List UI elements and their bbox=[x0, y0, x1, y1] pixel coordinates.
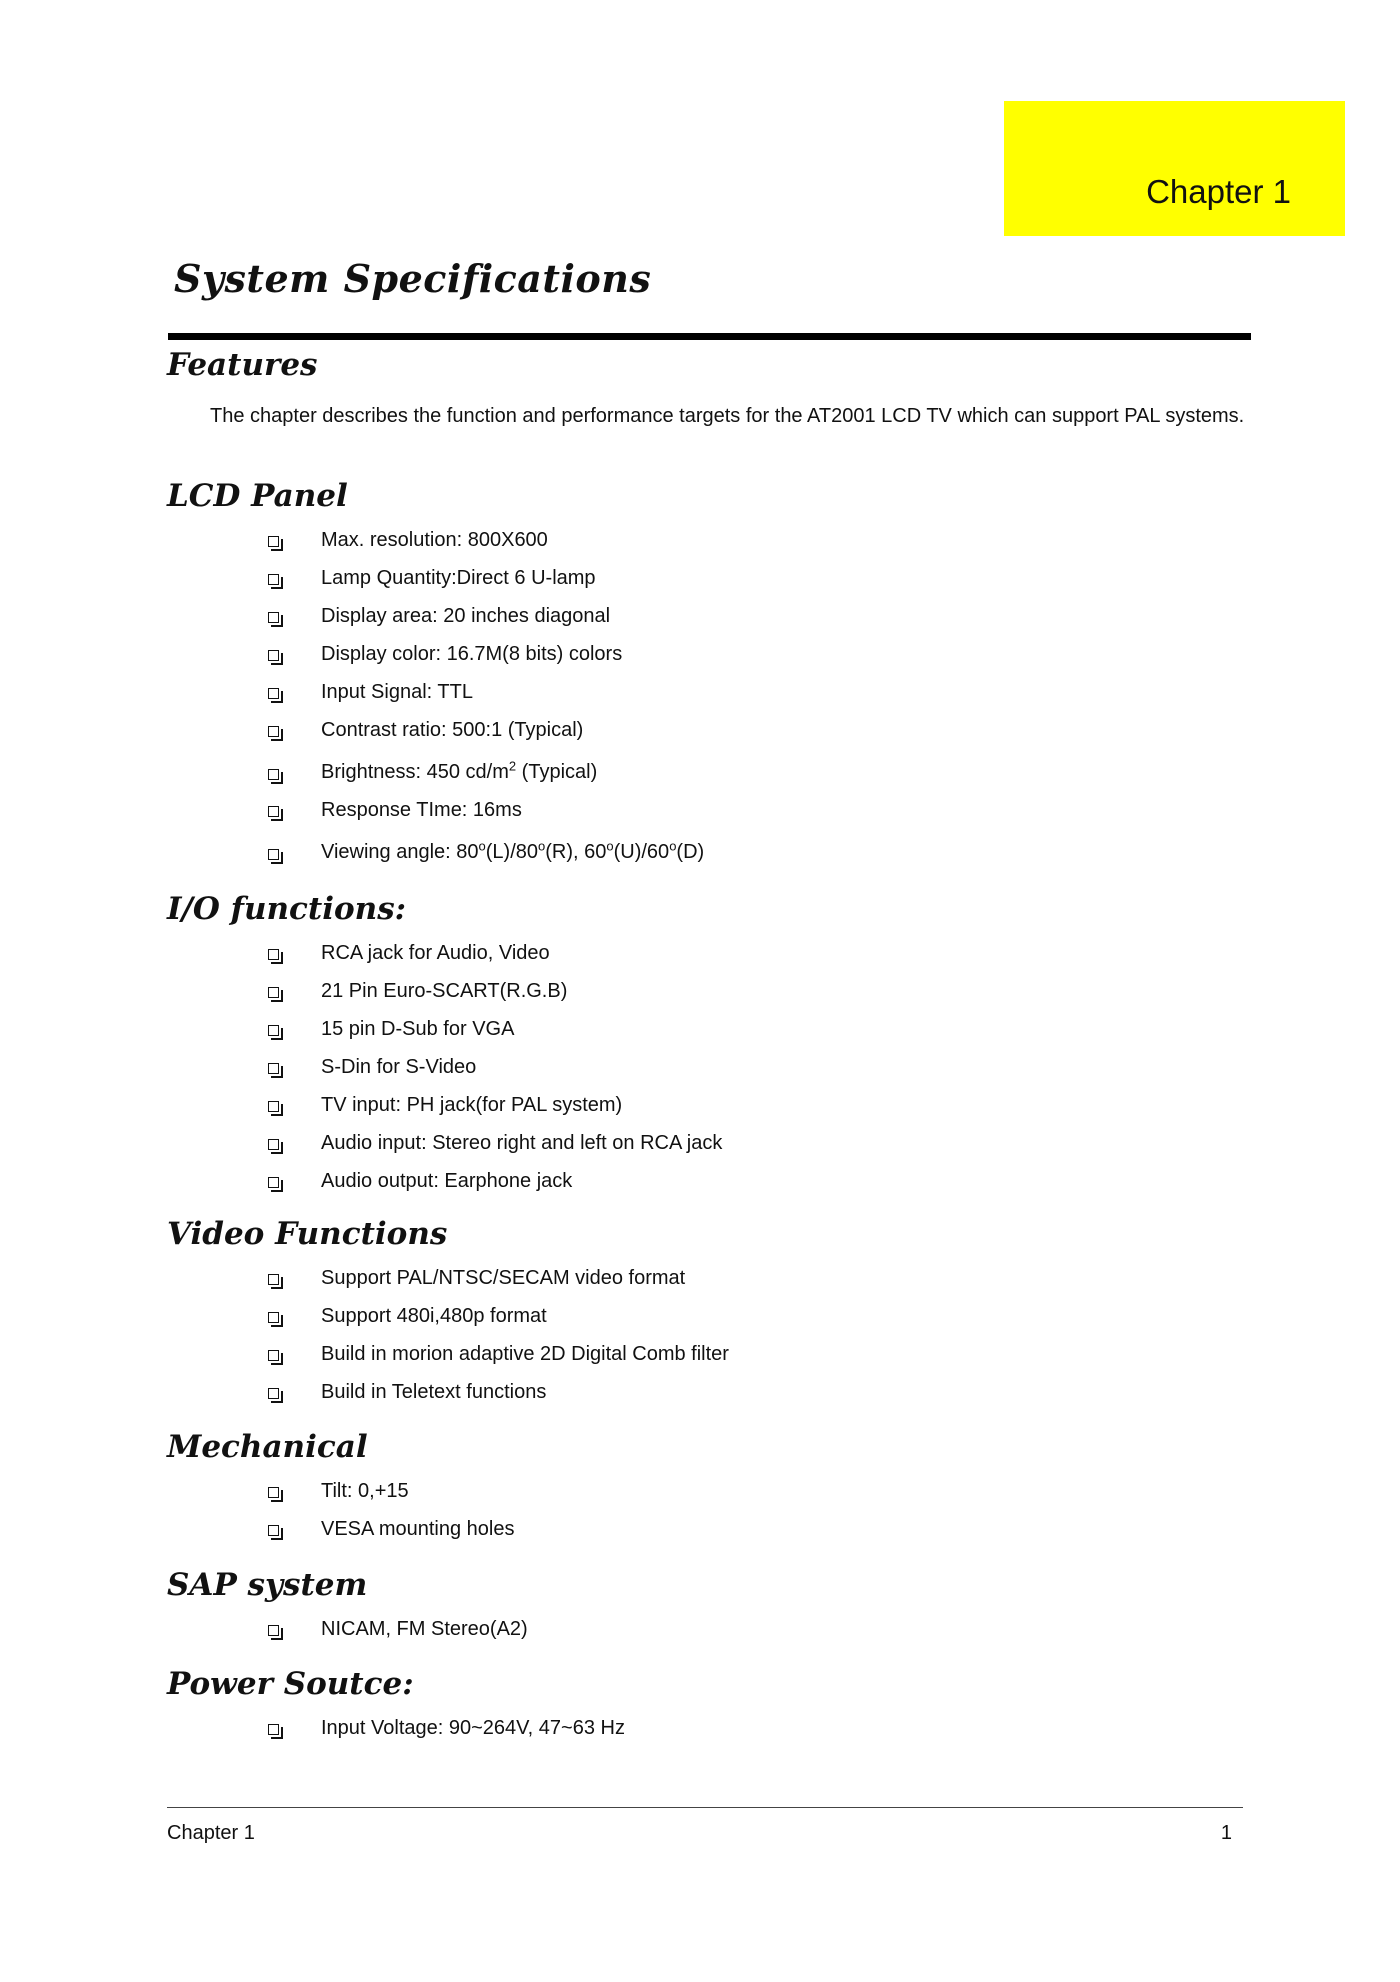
checkbox-bullet-icon bbox=[268, 1312, 279, 1323]
checkbox-bullet-icon bbox=[268, 1177, 279, 1188]
brightness-text: Brightness: 450 $cd/m^2$ (Typical) bbox=[321, 758, 598, 783]
checkbox-bullet-icon bbox=[268, 574, 279, 585]
checkbox-bullet-icon bbox=[268, 987, 279, 998]
footer-page-number: 1 bbox=[1220, 1822, 1232, 1844]
checkbox-bullet-icon bbox=[268, 849, 279, 860]
power-source-heading: Power Soutce: bbox=[167, 1666, 414, 1702]
checkbox-bullet-icon bbox=[268, 1525, 279, 1536]
io-functions-heading: I/O functions: bbox=[167, 891, 407, 927]
title-divider bbox=[168, 333, 1251, 340]
mechanical-heading: Mechanical bbox=[167, 1429, 368, 1465]
video-functions-heading: Video Functions bbox=[167, 1216, 448, 1252]
checkbox-bullet-icon bbox=[268, 1025, 279, 1036]
page-title: System Specifications bbox=[174, 256, 652, 301]
checkbox-bullet-icon bbox=[268, 612, 279, 623]
checkbox-bullet-icon bbox=[268, 1388, 279, 1399]
features-intro: The chapter describes the function and performance targets for the AT2001 LCD TV which can support PAL systems. bbox=[210, 405, 1245, 427]
sap-system-heading: SAP system bbox=[167, 1567, 368, 1603]
checkbox-bullet-icon bbox=[268, 1063, 279, 1074]
checkbox-bullet-icon bbox=[268, 1487, 279, 1498]
checkbox-bullet-icon bbox=[268, 806, 279, 817]
chapter-tab bbox=[1004, 101, 1345, 236]
checkbox-bullet-icon bbox=[268, 1350, 279, 1361]
checkbox-bullet-icon bbox=[268, 650, 279, 661]
checkbox-bullet-icon bbox=[268, 769, 279, 780]
footer-chapter: Chapter 1 bbox=[167, 1822, 255, 1844]
lcd-panel-heading: LCD Panel bbox=[167, 478, 348, 514]
viewing-angle-text: Viewing angle: 80$^o$(L)/80$^o$(R), 60$^o$(U)/60$^o$(D) bbox=[321, 838, 705, 863]
checkbox-bullet-icon bbox=[268, 536, 279, 547]
footer-divider bbox=[167, 1807, 1243, 1808]
checkbox-bullet-icon bbox=[268, 726, 279, 737]
checkbox-bullet-icon bbox=[268, 949, 279, 960]
checkbox-bullet-icon bbox=[268, 1101, 279, 1112]
checkbox-bullet-icon bbox=[268, 1724, 279, 1735]
checkbox-bullet-icon bbox=[268, 1625, 279, 1636]
features-heading: Features bbox=[167, 347, 318, 383]
checkbox-bullet-icon bbox=[268, 1139, 279, 1150]
checkbox-bullet-icon bbox=[268, 1274, 279, 1285]
checkbox-bullet-icon bbox=[268, 688, 279, 699]
chapter-tab-label: Chapter 1 bbox=[1146, 173, 1291, 210]
